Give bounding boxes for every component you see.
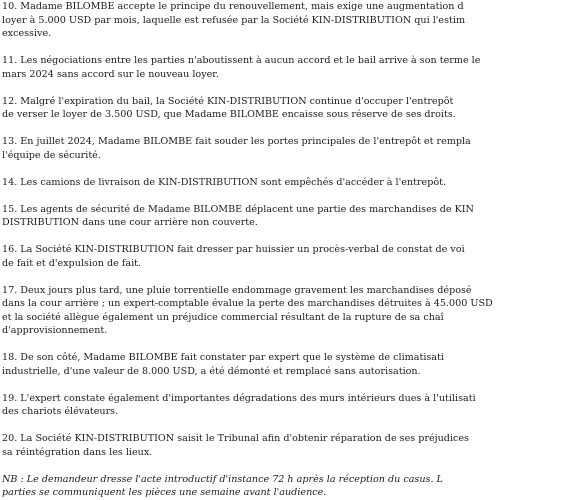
paragraph-14: [2, 176, 562, 190]
paragraph-line: 17. Deux jours plus tard, une pluie torrentielle endommage gravement les marchandises déposé: [2, 284, 472, 296]
note-line: NB : Le demandeur dresse l'acte introductif d'instance 72 h après la réception du casus. L: [2, 473, 443, 485]
paragraph-line: 14. Les camions de livraison de KIN-DISTRIBUTION sont empêchés d'accéder à l'entrepôt.: [2, 176, 447, 188]
paragraph-16: [2, 243, 562, 270]
note-line: parties se communiquent les pièces une semaine avant l'audience.: [2, 487, 327, 499]
paragraph-line: 12. Malgré l'expiration du bail, la Société KIN-DISTRIBUTION continue d'occuper l'entrepôt: [2, 95, 454, 107]
paragraph-line: des chariots élévateurs.: [2, 406, 119, 418]
paragraph-line: de fait et d'expulsion de fait.: [2, 257, 142, 269]
paragraph-line: 13. En juillet 2024, Madame BILOMBE fait souder les portes principales de l'entrepôt et rempla: [2, 136, 471, 148]
paragraph-line: 10. Madame BILOMBE accepte le principe du renouvellement, mais exige une augmentation d: [2, 1, 464, 12]
paragraph-10: [2, 0, 562, 41]
paragraph-12: [2, 95, 562, 122]
paragraph-line: 11. Les négociations entre les parties n'aboutissent à aucun accord et le bail arrive à son terme le: [2, 55, 481, 67]
paragraph-17: [2, 284, 562, 338]
paragraph-11: [2, 54, 562, 81]
paragraph-line: industrielle, d'une valeur de 8.000 USD, a été démonté et remplacé sans autorisation.: [2, 365, 421, 377]
paragraph-line: DISTRIBUTION dans une cour arrière non couverte.: [2, 217, 258, 229]
paragraph-line: loyer à 5.000 USD par mois, laquelle est refusée par la Société KIN-DISTRIBUTION qui l'estim: [2, 14, 466, 26]
paragraph-line: 20. La Société KIN-DISTRIBUTION saisit le Tribunal afin d'obtenir réparation de ses préjudices: [2, 433, 469, 445]
paragraph-line: dans la cour arrière ; un expert-comptable évalue la perte des marchandises détruites à 45.000 USD: [2, 298, 493, 310]
note-nb: [2, 473, 562, 500]
paragraph-line: sa réintégration dans les lieux.: [2, 446, 153, 458]
paragraph-18: [2, 351, 562, 378]
paragraph-line: 18. De son côté, Madame BILOMBE fait constater par expert que le système de climatisati: [2, 352, 444, 364]
paragraph-line: 19. L'expert constate également d'importantes dégradations des murs intérieurs dues à l'utilisati: [2, 392, 476, 404]
paragraph-line: 16. La Société KIN-DISTRIBUTION fait dresser par huissier un procès-verbal de constat de voi: [2, 244, 465, 256]
paragraph-13: [2, 135, 562, 162]
paragraph-line: et la société allègue également un préjudice commercial résultant de la rupture de sa chaî: [2, 311, 444, 323]
paragraph-19: [2, 392, 562, 419]
paragraph-20: [2, 432, 562, 459]
paragraph-15: [2, 203, 562, 230]
paragraph-line: d'approvisionnement.: [2, 325, 108, 337]
paragraph-line: de verser le loyer de 3.500 USD, que Madame BILOMBE encaisse sous réserve de ses droits.: [2, 109, 456, 121]
paragraph-line: 15. Les agents de sécurité de Madame BILOMBE déplacent une partie des marchandises de KIN: [2, 203, 474, 215]
paragraph-line: mars 2024 sans accord sur le nouveau loyer.: [2, 68, 219, 80]
paragraph-line: excessive.: [2, 28, 52, 40]
paragraph-line: l'équipe de sécurité.: [2, 149, 101, 161]
